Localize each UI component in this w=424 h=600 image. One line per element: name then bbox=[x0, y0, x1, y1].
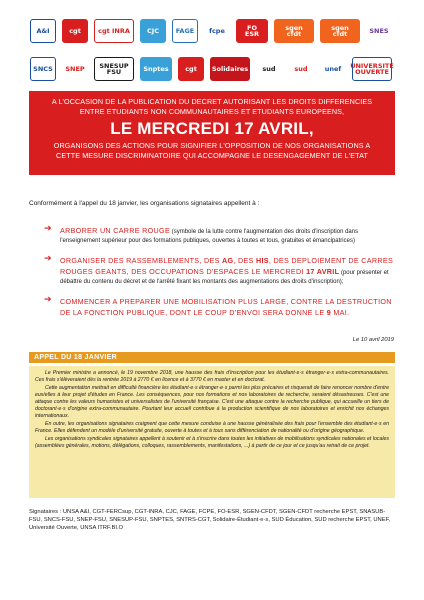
union-logo: unef bbox=[320, 57, 346, 81]
intro-text: Conformément à l'appel du 18 janvier, les organisations signataires appellent à : bbox=[29, 200, 260, 207]
action-2-title-b: , DES bbox=[233, 256, 256, 265]
union-logo: sgen cfdt bbox=[320, 19, 360, 43]
banner-line-4: CETTE MESURE DISCRIMINATOIRE QUI ACCOMPAGNE LE DESENGAGEMENT DE L'ETAT bbox=[56, 150, 368, 160]
union-logo: CJC bbox=[140, 19, 166, 43]
union-logo: Snptes bbox=[140, 57, 172, 81]
union-logo: sgen cfdt bbox=[274, 19, 314, 43]
appel-title: APPEL DU 18 JANVIER bbox=[29, 352, 395, 363]
logo-strip bbox=[30, 14, 392, 86]
action-2-his: HIS bbox=[255, 256, 269, 265]
action-2-title-a: ORGANISER DES RASSEMBLEMENTS, DES bbox=[60, 256, 222, 265]
action-2-detail: (pour présenter et débattre du contenu du décret et de l'arrêté fixant les montants des augmentations des droits d'inscription); bbox=[60, 270, 389, 285]
union-logo: FO ESR bbox=[236, 19, 268, 43]
action-item-red-square bbox=[44, 226, 394, 246]
headline-banner bbox=[29, 91, 395, 175]
action-3-day: 9 bbox=[326, 308, 332, 317]
action-list bbox=[44, 226, 394, 329]
union-logo: sud bbox=[256, 57, 282, 81]
action-2-date: 17 AVRIL bbox=[306, 267, 340, 276]
arrow-right-icon: ➔ bbox=[44, 254, 52, 264]
banner-line-3: ORGANISONS DES ACTIONS POUR SIGNIFIER L'OPPOSITION DE NOS ORGANISATIONS A bbox=[53, 141, 371, 150]
banner-line-1: A L'OCCASION DE LA PUBLICATION DU DECRET AUTORISANT LES DROITS DIFFERENCIES bbox=[51, 97, 373, 106]
appel-paragraph: Le Premier ministre a annoncé, le 19 novembre 2018, une hausse des frais d'inscription pour les étudiant·e·s étranger·e·s extra-communautaires. Ces frais s'élèveraient dès la rentrée 2019 à 2770 € en licence et à 3770 € en master et en doctorat. bbox=[35, 370, 389, 384]
arrow-right-icon: ➔ bbox=[44, 295, 52, 305]
union-logo: fcpe bbox=[204, 19, 230, 43]
union-logo: Solidaires bbox=[210, 57, 250, 81]
action-1-title: ARBORER UN CARRE ROUGE bbox=[60, 226, 171, 235]
action-3-title: COMMENCER A PREPARER UNE MOBILISATION PLUS LARGE, CONTRE LA DESTRUCTION DE LA FONCTION PUBLIQUE, DONT LE COUP D'ENVOI SERA DONNE LE bbox=[60, 297, 392, 317]
appel-paragraph: En outre, les organisations signataires craignent que cette mesure conduise à une hausse généralisée des frais pour l'ensemble des étudiant·e·s en France. Elles défendent un modèle d'université gratuite, ouverte à toutes et à tous sans différenciation de nationalité ou d'origine géographique. bbox=[35, 420, 389, 434]
appel-paragraph: Les organisations syndicales signataires appellent à soutenir et à s'inscrire dans toutes les initiatives de mobilisations syndicales nationales et locales (assemblées générales, motions, délégations, colloques, rassemblements, manifestations, ...) à partir de ce jour et ce jusqu'au retrait de ce projet. bbox=[35, 435, 389, 449]
action-2-ag: AG bbox=[221, 256, 234, 265]
union-logo: SNES bbox=[366, 19, 392, 43]
union-logo: SNESUP FSU bbox=[94, 57, 134, 81]
banner-line-2: ENTRE ETUDIANTS NON COMMUNAUTAIRES ET ETUDIANTS EUROPEENS, bbox=[79, 106, 345, 116]
action-item-mobilisation bbox=[44, 297, 394, 319]
arrow-right-icon: ➔ bbox=[44, 224, 52, 234]
banner-headline: LE MERCREDI 17 AVRIL, bbox=[110, 119, 314, 138]
appel-body bbox=[29, 366, 395, 498]
action-1-detail: (symbole de la lutte contre l'augmentation des droits d'inscription dans l'enseignement supérieur pour des formations publiques, ouvertes à toutes et tous, gratuites et émancipatrices) bbox=[60, 229, 359, 244]
signatories-list: Signataires : UNSA A&I, CGT-FERCsup, CGT-INRA, CJC, FAGE, FCPE, FO-ESR, SGEN-CFDT, SGEN-CFDT recherche EPST, SNASUB-FSU, SNCS-FSU, SNEP-FSU, SNESUP-FSU, SNPTES, SNTRS-CGT, Solidaire-Étudiant·e·s, SUD Éducation, SUD recherche EPST, UNEF, Université Ouverte, UNSA ITRF.BI.O bbox=[29, 509, 391, 532]
logo-row-bottom bbox=[30, 52, 392, 86]
union-logo: cgt bbox=[178, 57, 204, 81]
document-date: Le 10 avril 2019 bbox=[352, 337, 394, 343]
union-logo: FAGE bbox=[172, 19, 198, 43]
union-logo: cgt bbox=[62, 19, 88, 43]
action-2-title-c: , DES DEPLOIEMENT DE CARRES ROUGES GEANTS, DES OCCUPATIONS D'ESPACES LE MERCREDI bbox=[60, 256, 394, 276]
union-logo: sud bbox=[288, 57, 314, 81]
appel-paragraph: Cette augmentation mettrait en difficulté financière les étudiant·e·s étranger·e·s parmi les plus précaires et risquerait de faire renoncer nombre d'entre eux/elles à leur projet d'études en France. Les conséquences, pour nos formations et nos laboratoires de recherche, seraient désastreuses. C'est une attaque contre les valeurs humanistes et universalistes de l'université française. C'est une attaque contre la recherche publique, qui accueille un tiers de doctorant·e·s d'origine extra-communautaire. Pourtant leur accueil contribue à la production scientifique de nos laboratoires et enrichit nos échanges internationaux. bbox=[35, 384, 389, 420]
logo-row-top bbox=[30, 14, 392, 48]
union-logo: SNEP bbox=[62, 57, 88, 81]
union-logo: SNCS bbox=[30, 57, 56, 81]
action-3-month: MAI. bbox=[331, 308, 350, 317]
union-logo: cgt INRA bbox=[94, 19, 134, 43]
union-logo: UNIVERSITÉ OUVERTE bbox=[352, 57, 392, 81]
action-item-gatherings bbox=[44, 256, 394, 287]
union-logo: A&I bbox=[30, 19, 56, 43]
